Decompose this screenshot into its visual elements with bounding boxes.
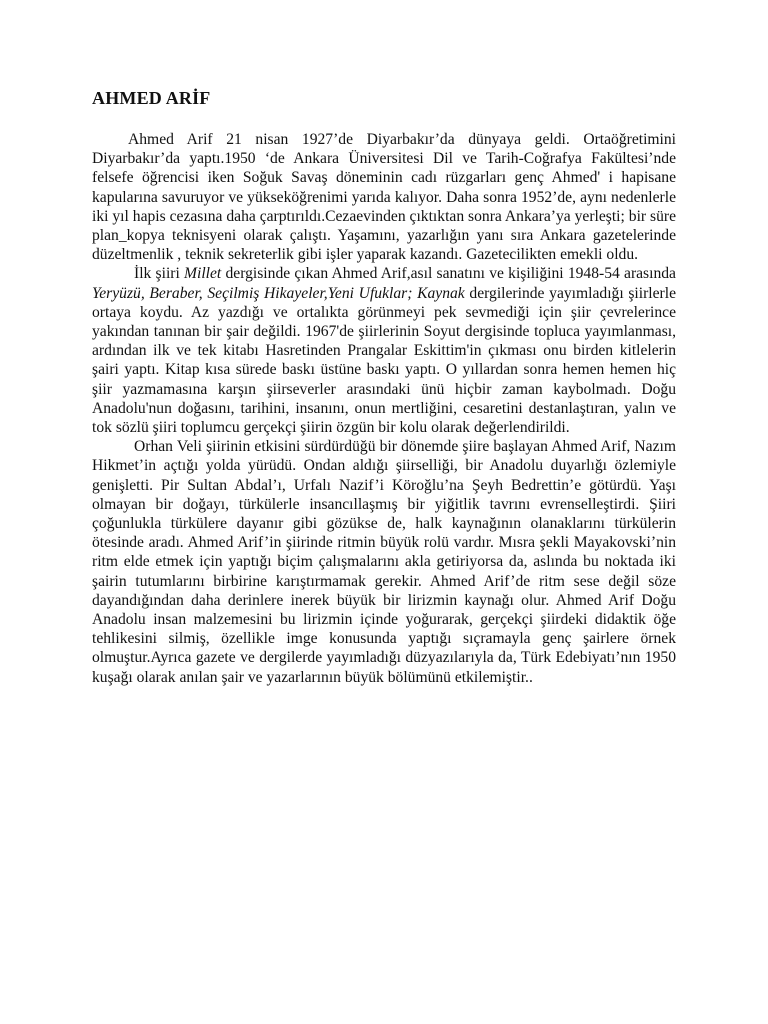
document-page	[92, 86, 676, 687]
document-title: AHMED ARİF	[92, 88, 211, 108]
italic-magazine-list: Yeryüzü, Beraber, Seçilmiş Hikayeler,Yeni Ufuklar; Kaynak	[92, 284, 465, 302]
paragraph-text: dergilerinde yayımladığı şiirlerle ortaya koydu. Az yazdığı ve ortalıkta görünmeyi pek sevmediği için şiir çevrelerince yakından tanınan bir şair değildi. 1967'de şiirlerinin Soyut dergisinde topluca yayımlanması, ardından ilk ve tek kitabı Hasretinden Prangalar Eskittim'in çıkması onu birden kitlelerin şairi yaptı. Kitap kısa sürede baskı üstüne baskı yaptı. O yıllardan sonra hemen hemen hiç şiir yazmamasına karşın şiirseverler arasındaki ünü hiçbir zaman kaybolmadı. Doğu Anadolu'nun doğasını, tarihini, insanını, onun mertliğini, cesaretini destanlaştıran, yalın ve tok sözlü şiiri toplumcu gerçekçi şiirin özgün bir kolu olarak değerlendirildi.	[92, 284, 676, 437]
paragraph-poetry-career	[92, 264, 676, 437]
italic-magazine-name: Millet	[184, 265, 222, 283]
paragraph-text: dergisinde çıkan Ahmed Arif,asıl sanatını ve kişiliğini 1948-54 arasında	[221, 265, 676, 283]
paragraph-text: İlk şiiri	[134, 265, 185, 283]
paragraph-poetic-style: Orhan Veli şiirinin etkisini sürdürdüğü bir dönemde şiire başlayan Ahmed Arif, Nazım Hikmet’in açtığı yolda yürüdü. Ondan aldığı şiirselliği, bir Anadolu duyarlığı özlemiyle genişletti. Pir Sultan Abdal’ı, Urfalı Nazif’i Köroğlu’na Şeyh Bedrettin’e götürdü. Yaşı olmayan bir doğayı, türkülerle insancıllaşmış bir yiğitlik tavrını evrenselleştirdi. Şiiri çoğunlukla türkülere dayanır gibi gözükse de, halk kaynağının olanaklarını türkülerin ötesinde aradı. Ahmed Arif’in şiirinde ritmin büyük rolü vardır. Mısra şekli Mayakovski’nin ritm elde etmek için yaptığı biçim çalışmalarını akla getiriyorsa da, aslında bu noktada iki şairin tutumlarını birbirine karıştırmamak gerekir. Ahmed Arif’de ritm sese değil söze dayandığından daha derinlere inerek büyük bir lirizmin kaynağı olur. Ahmed Arif Doğu Anadolu insan malzemesini bu lirizmin içinde yoğurarak, gerçekçi şiirdeki didaktik öğe tehlikesini silmiş, özellikle imge konusunda yaptığı sıçramayla genç şairlere örnek olmuştur.Ayrıca gazete ve dergilerde yayımladığı düzyazılarıyla da, Türk Edebiyatı’nın 1950 kuşağı olarak anılan şair ve yazarlarının büyük bölümünü etkilemiştir..	[92, 438, 676, 686]
paragraph-biography: Ahmed Arif 21 nisan 1927’de Diyarbakır’da dünyaya geldi. Ortaöğretimini Diyarbakır’da yaptı.1950 ‘de Ankara Üniversitesi Dil ve Tarih-Coğrafya Fakültesi’nde felsefe öğrencisi iken Soğuk Savaş döneminin cadı rüzgarları genç Ahmed' i hapisane kapularına savuruyor ve yükseköğrenimi yarıda kalıyor. Daha sonra 1952’de, aynı nedenlerle iki yıl hapis cezasına daha çarptırıldı.Cezaevinden çıktıktan sonra Ankara’ya yerleşti; bir süre plan_kopya teknisyeni olarak çalıştı. Yaşamını, yazarlığın yanı sıra Ankara gazetelerinde düzeltmenlik , teknik sekreterlik gibi işler yaparak kazandı. Gazetecilikten emekli oldu.	[92, 131, 676, 264]
